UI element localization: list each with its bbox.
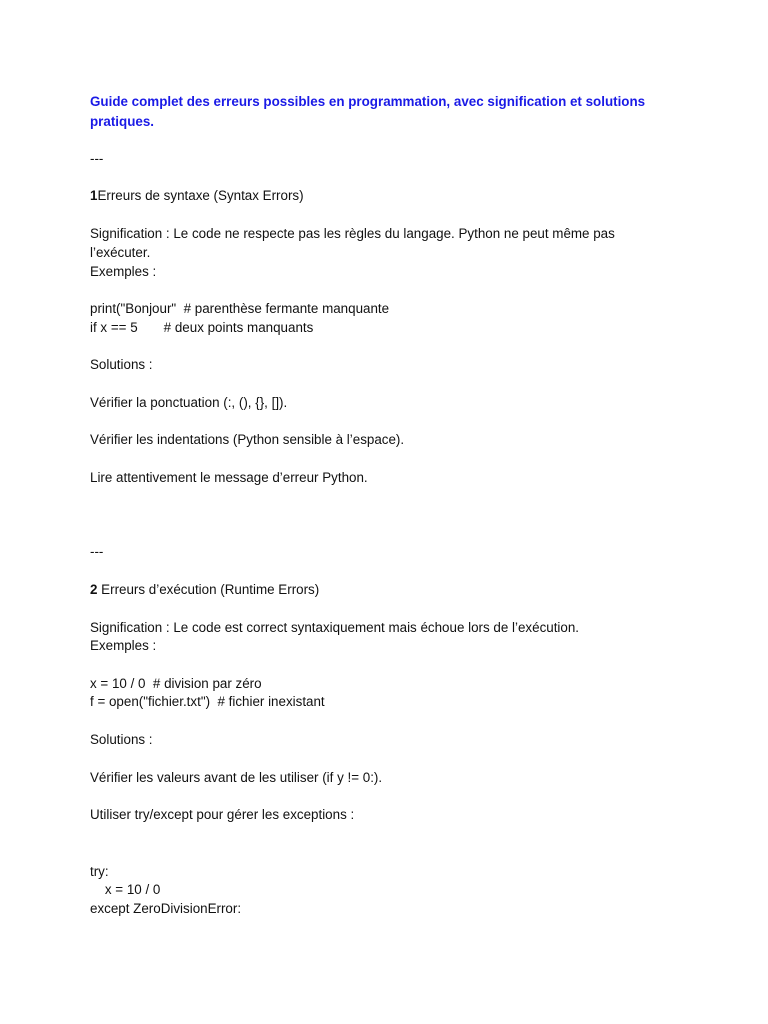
paragraph-line: l’exécuter. [90, 245, 151, 260]
code-line: try: [90, 864, 109, 879]
code-line: print("Bonjour" # parenthèse fermante manquante [90, 301, 390, 316]
solution-item: Vérifier la ponctuation (:, (), {}, []). [90, 395, 288, 410]
code-line: x = 10 / 0 # division par zéro [90, 676, 262, 691]
section-heading-runtime [90, 580, 319, 599]
solutions-label: Solutions : [90, 732, 153, 747]
solution-item: Vérifier les valeurs avant de les utiliser (if y != 0:). [90, 770, 383, 785]
code-line: f = open("fichier.txt") # fichier inexistant [90, 694, 325, 709]
section-number: 2 [90, 582, 98, 597]
separator: --- [90, 151, 104, 166]
solution-item: Vérifier les indentations (Python sensible à l’espace). [90, 432, 405, 447]
solution-item: Lire attentivement le message d’erreur Python. [90, 470, 368, 485]
examples-label: Exemples : [90, 264, 157, 279]
section-heading-text: Erreurs de syntaxe (Syntax Errors) [97, 188, 304, 203]
code-line: if x == 5 # deux points manquants [90, 320, 314, 335]
section-heading-syntax [90, 186, 304, 205]
section-heading-text: Erreurs d’exécution (Runtime Errors) [97, 582, 320, 597]
separator: --- [90, 544, 104, 559]
document-title: Guide complet des erreurs possibles en programmation, avec signification et solutions pratiques. [90, 94, 646, 129]
solution-item: Utiliser try/except pour gérer les exceptions : [90, 807, 355, 822]
solutions-label: Solutions : [90, 357, 153, 372]
section-number: 1 [90, 188, 98, 203]
examples-label: Exemples : [90, 638, 157, 653]
code-line: except ZeroDivisionError: [90, 901, 242, 916]
code-line: x = 10 / 0 [90, 882, 161, 897]
paragraph-line: Signification : Le code est correct syntaxiquement mais échoue lors de l’exécution. [90, 620, 580, 635]
paragraph-line: Signification : Le code ne respecte pas les règles du langage. Python ne peut même pas [90, 226, 615, 241]
